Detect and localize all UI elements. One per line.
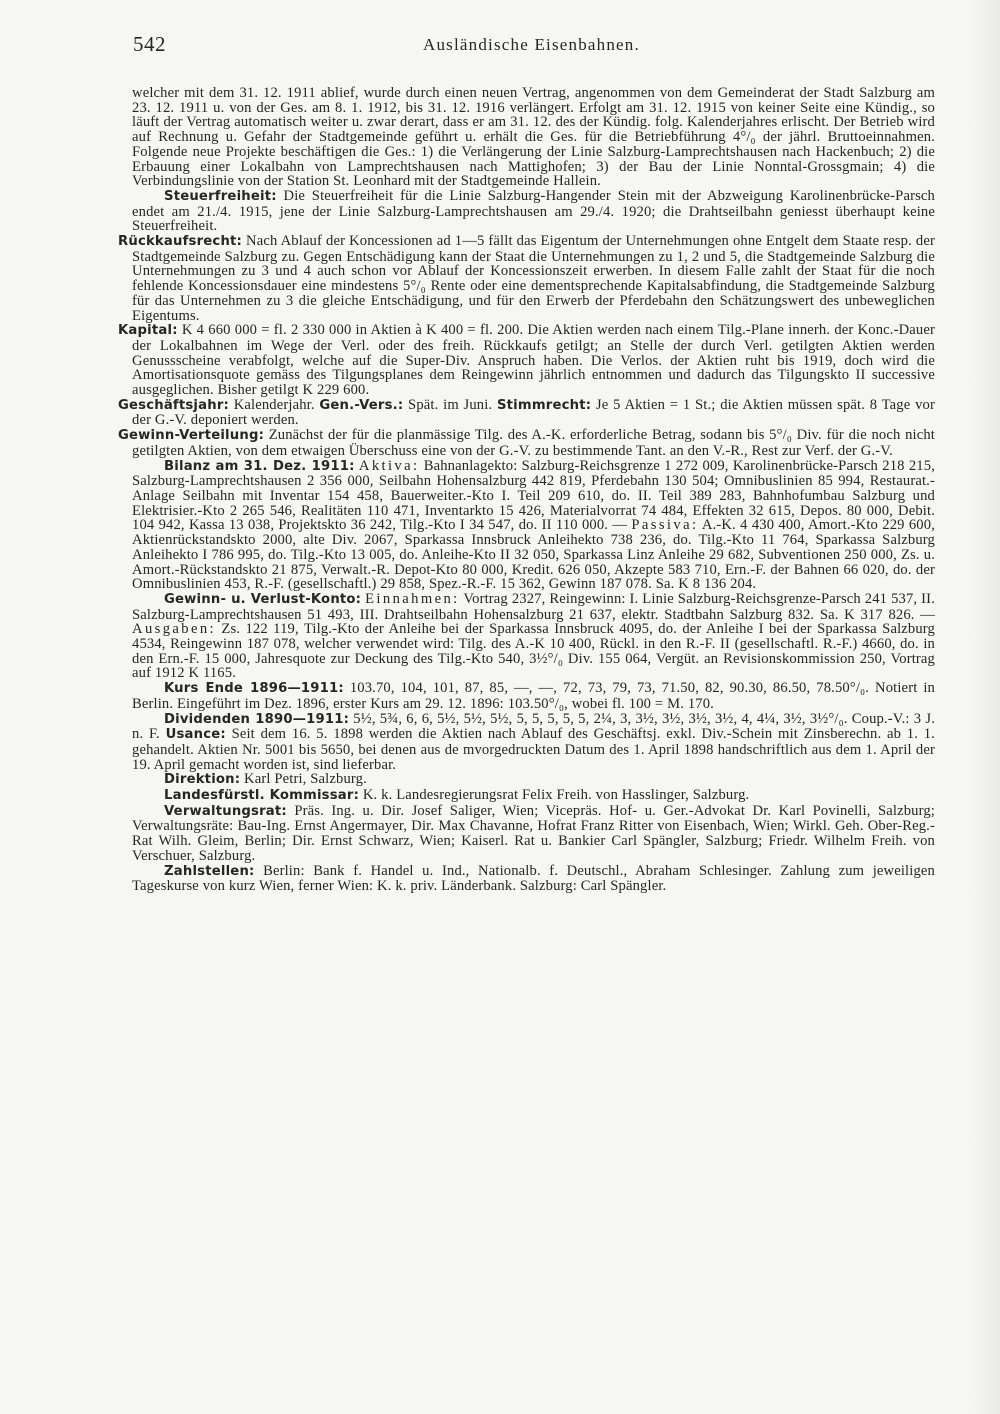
paragraph <box>118 772 935 788</box>
section-label: Dividenden 1890—1911: <box>164 711 350 727</box>
paragraph <box>118 788 935 804</box>
section-label: Stimmrecht: <box>496 397 592 413</box>
paragraph <box>118 864 935 894</box>
spaced-subheading: Passiva: <box>631 517 699 534</box>
spaced-subheading: Einnahmen: <box>365 590 460 607</box>
paragraph-text: Die Steuerfreiheit für die Linie Salzburg-Hangender Stein mit der Abzweigung Karolinenbrücke-Parsch endet am 21./4. 1915, jene der Linie Salzburg-Lamprechtshausen am 29./4. 1920; die Drahtseilbahn geniesst überhaupt keine Steuerfreiheit. <box>132 187 935 235</box>
page-number: 542 <box>133 32 166 56</box>
paragraph-text: Zs. 122 119, Tilg.-Kto der Anleihe bei der Sparkassa Innsbruck 4095, do. der Anleihe I bei der Sparkassa Salzburg 4534, Reingewinn 187 078, welcher verwendet wird: Tilg. des A.-K 10 400, Rückl. in den R.-F. II (gesellschaftl. R.-F.) 4660, do. in den Ern.-F. 15 000, Jahresquote zur Deckung des Tilg.-Kto 540, 3½°/₀ Div. 155 064, Vergüt. an Revisionskommission 250, Vortrag auf 1912 K 1165. <box>132 621 935 682</box>
section-label: Landesfürstl. Kommissar: <box>164 788 360 804</box>
paragraph-text: Kalenderjahr. <box>229 396 320 413</box>
spaced-subheading: Aktiva: <box>358 457 420 474</box>
paragraph <box>118 189 935 234</box>
section-label: Zahlstellen: <box>164 863 255 879</box>
paragraph <box>118 323 935 398</box>
running-title: Ausländische Eisenbahnen. <box>423 35 640 54</box>
paragraph <box>118 398 935 428</box>
section-label: Usance: <box>165 727 226 743</box>
paragraph-text: Zunächst der für die planmässige Tilg. des A.-K. erforderliche Betrag, sodann bis 5°/₀ Div. für die noch nicht getilgten Aktien, von dem etwaigen Überschuss eine von der G.-V. zu bestimmende Tant. an den V.-R., Rest zur Verf. der G.-V. <box>132 427 935 459</box>
paragraph-text: Präs. Ing. u. Dir. Josef Saliger, Wien; Vicepräs. Hof- u. Ger.-Advokat Dr. Karl Povinelli, Salzburg; Verwaltungsräte: Bau-Ing. Ernst Angermayer, Dir. Max Chavanne, Hofrat Franz Ritter von Eisenbach, Wien; Wirkl. Geh. Ober-Reg.-Rat Wilh. Gleim, Berlin; Dir. Ernst Schwarz, Wien; Kaiserl. Rat u. Bankier Carl Spängler, Salzburg; Friedr. Wilhelm Freih. von Verschuer, Salzburg. <box>132 802 935 864</box>
paragraph <box>118 681 935 711</box>
paragraph <box>118 86 935 189</box>
paragraph-text: welcher mit dem 31. 12. 1911 ablief, wurde durch einen neuen Vertrag, angenommen von dem Gemeinderat der Stadt Salzburg am 23. 12. 1911 u. von der Ges. am 8. 1. 1912, bis 31. 12. 1916 verlängert. Erfolgt am 31. 12. 1915 von keiner Seite eine Kündig., so läuft der Vertrag automatisch weiter u. zwar derart, dass er am 31. 12. des der Kündig. folg. Kalenderjahres erlischt. Der Betrieb wird auf Rechnung u. Gefahr der Stadtgemeinde geführt u. erhält die Ges. für die Betriebführung 4°/₀ der jährl. Bruttoeinnahmen. Folgende neue Projekte beschäftigen die Ges.: 1) die Verlängerung der Linie Salzburg-Lamprechtshausen nach Hackenbuch; 2) die Erbauung einer Lokalbahn von Lamprechtshausen nach Mattighofen; 3) der Bau der Linie Nonntal-Grossgmain; 4) die Verbindungslinie von der Station St. Leonhard mit der Stadtgemeinde Hallein. <box>132 86 935 190</box>
paragraph <box>118 712 935 773</box>
paragraph-text: Karl Petri, Salzburg. <box>240 771 367 788</box>
paragraph-text: K 4 660 000 = fl. 2 330 000 in Aktien à K 400 = fl. 200. Die Aktien werden nach einem Tilg.-Plane innerh. der Konc.-Dauer der Lokalbahnen im Wege der Verl. oder des freih. Rückkaufs getilgt; an Stelle der durch Verl. getilgten Aktien werden Genussscheine verabfolgt, welche auf die Super-Div. Anspruch haben. Die Verlos. der Aktien ruht bis 1919, doch wird die Amortisationsquote gemäss des Tilgungsplanes dem Reingewinn jährlich entnommen und dadurch das Tilgungskto II successive ausgeglichen. Bisher getilgt K 229 600. <box>132 322 935 399</box>
paragraph-text: Seit dem 16. 5. 1898 werden die Aktien nach Ablauf des Geschäftsj. exkl. Div.-Schein mit Zinsberechn. ab 1. 1. gehandelt. Aktien Nr. 5001 bis 5650, bei denen aus de mvorgedruckten Datum des 1. April 1898 handschriftlich aus dem 1. April der 19. April gemacht worden ist, sind lieferbar. <box>132 726 935 773</box>
document-body <box>118 86 935 1382</box>
section-label: Verwaltungsrat: <box>164 803 287 819</box>
section-label: Geschäftsjahr: <box>118 397 229 413</box>
page-header <box>133 32 953 62</box>
paragraph <box>118 804 935 864</box>
paragraph <box>118 234 935 323</box>
paragraph <box>118 459 935 592</box>
paragraph-text: Vortrag 2327, Reingewinn: I. Linie Salzburg-Reichsgrenze-Parsch 241 537, II. Salzburg-Lamprechtshausen 51 493, III. Drahtseilbahn Hohensalzburg 21 637, elektr. Stadtbahn Salzburg 832. Sa. K 317 826. — <box>132 590 935 623</box>
paragraph-text: Berlin: Bank f. Handel u. Ind., Nationalb. f. Deutschl., Abraham Schlesinger. Zahlung zum jeweiligen Tageskurse von kurz Wien, ferner Wien: K. k. priv. Länderbank. Salzburg: Carl Spängler. <box>132 862 935 895</box>
paragraph-text: 5½, 5¾, 6, 6, 5½, 5½, 5½, 5, 5, 5, 5, 5, 2¼, 3, 3½, 3½, 3½, 3½, 4, 4¼, 3½, 3½°/₀. Coup.-V.: 3 J. n. F. <box>132 710 935 743</box>
section-label: Gen.-Vers.: <box>319 397 404 413</box>
section-label: Rückkaufsrecht: <box>118 234 243 250</box>
section-label: Gewinn-Verteilung: <box>118 428 265 444</box>
paragraph <box>118 428 935 458</box>
paragraph-text: Nach Ablauf der Koncessionen ad 1—5 fällt das Eigentum der Unternehmungen ohne Entgelt dem Staate resp. der Stadtgemeinde Salzburg zu. Gegen Entschädigung kann der Staat die Unternehmungen zu 1, 2 und 5, die Stadtgemeinde Salzburg die Unternehmungen zu 3 und 4 auch schon vor Ablauf der Koncessionszeit erwerben. In diesem Falle zahlt der Staat für die noch fehlende Koncessionsdauer eine mindestens 5°/₀ Rente oder eine dementsprechende Kapitalsabfindung, die Stadtgemeinde Salzburg für das Unternehmen zu 3 die gleiche Entschädigung, und für den Erwerb der Pferdebahn den Schätzungswert des unbeweglichen Eigentums. <box>132 233 935 324</box>
scan-shadow-edge <box>972 0 1000 1414</box>
paragraph-text: K. k. Landesregierungsrat Felix Freih. von Hasslinger, Salzburg. <box>359 787 750 804</box>
paragraph-text: Spät. im Juni. <box>403 396 497 413</box>
paragraph-text: Bahnanlagekto: Salzburg-Reichsgrenze 1 272 009, Karolinenbrücke-Parsch 218 215, Salzburg-Lamprechtshausen 2 356 000, Seilbahn Hohensalzburg 442 819, Pferdebahn 130 504; Omnibuslinien 85 994, Restaurat.-Anlage Seilbahn mit Inventar 154 458, Bauerweiter.-Kto I. Teil 209 610, do. II. Teil 389 283, Bahnhofumbau Salzburg und Elektrisier.-Kto 2 265 546, Realitäten 110 471, Inventarkto 15 426, Materialvorrat 74 484, Effekten 32 615, Depos. 80 000, Debit. 104 942, Kassa 13 038, Projektskto 36 242, Tilg.-Kto I 34 547, do. II 110 000. — <box>132 457 935 534</box>
paragraph-text: A.-K. 4 430 400, Amort.-Kto 229 600, Aktienrückstandskto 2000, alte Div. 2067, Sparkassa Innsbruck Anleihekto 738 236, do. Tilg.-Kto 11 764, Sparkassa Salzburg Anleihekto I 786 995, do. Tilg.-Kto 13 005, do. Anleihe-Kto II 32 050, Sparkassa Linz Anleihe 29 682, Subventionen 250 000, Zs. u. Amort.-Rückstandskto 21 875, Verwalt.-R. Depot-Kto 80 000, Kredit. 626 050, Akzepte 583 710, Ern.-F. der Bahnen 66 020, do. der Omnibuslinien 453, R.-F. (gesellschaftl.) 29 858, Spez.-R.-F. 15 362, Gewinn 187 078. Sa. K 8 136 204. <box>132 517 935 593</box>
section-label: Kurs Ende 1896—1911: <box>164 681 344 697</box>
section-label: Bilanz am 31. Dez. 1911: <box>164 458 355 474</box>
paragraph-text: 103.70, 104, 101, 87, 85, —, —, 72, 73, 79, 73, 71.50, 82, 90.30, 86.50, 78.50°/₀. Notiert in Berlin. Eingeführt im Dez. 1896, erster Kurs am 29. 12. 1896: 103.50°/₀, wobei fl. 100 = M. 170. <box>132 680 935 712</box>
section-label: Gewinn- u. Verlust-Konto: <box>164 591 362 607</box>
paragraph-text: Je 5 Aktien = 1 St.; die Aktien müssen spät. 8 Tage vor der G.-V. deponiert werden. <box>132 396 935 429</box>
section-label: Kapital: <box>118 323 178 339</box>
spaced-subheading: Ausgaben: <box>132 621 217 638</box>
section-label: Direktion: <box>164 772 241 788</box>
section-label: Steuerfreiheit: <box>164 188 277 204</box>
paragraph <box>118 592 935 681</box>
